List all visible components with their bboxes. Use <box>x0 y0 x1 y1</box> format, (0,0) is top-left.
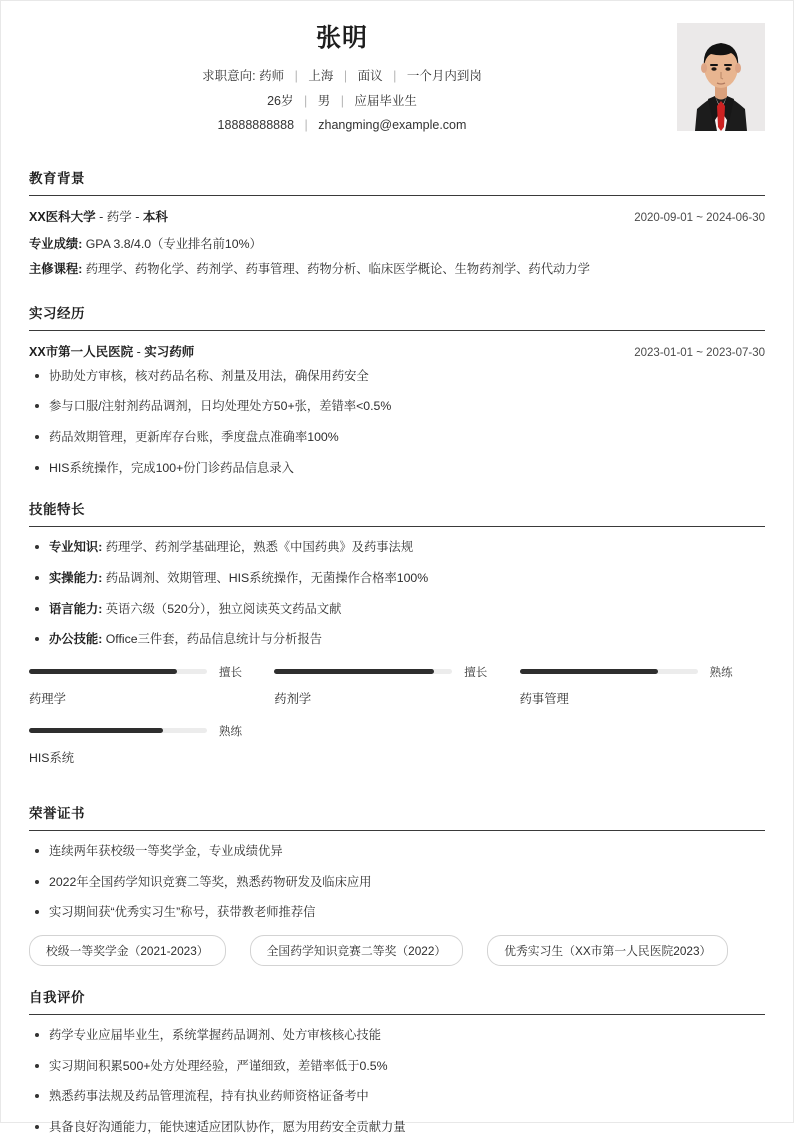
list-item: HIS系统操作，完成100+份门诊药品信息录入 <box>29 459 765 479</box>
section-title-internship: 实习经历 <box>29 302 765 331</box>
education-courses-value: 药理学、药物化学、药剂学、药事管理、药物分析、临床医学概论、生物药剂学、药代动力学 <box>85 261 590 276</box>
skill-bar-track <box>29 669 207 674</box>
section-body-internship <box>29 331 765 479</box>
summary-bullet-list <box>29 1026 765 1138</box>
list-item <box>29 630 765 650</box>
personal-status: 应届毕业生 <box>354 93 417 108</box>
section-body-summary <box>29 1015 765 1138</box>
list-item: 协助处方审核，核对药品名称、剂量及用法，确保用药安全 <box>29 367 765 387</box>
education-gpa-label: 专业成绩: <box>29 237 83 252</box>
education-gpa-value: GPA 3.8/4.0（专业排名前10%） <box>85 237 262 252</box>
separator-icon: | <box>343 69 348 84</box>
contact-line <box>29 113 655 137</box>
internship-company: XX市第一人民医院 <box>29 344 134 359</box>
skill-bar-fill <box>520 669 659 674</box>
skill-label: 专业知识: <box>49 540 103 555</box>
skill-bar-track <box>274 669 452 674</box>
contact-phone: 18888888888 <box>217 118 295 132</box>
header-text-block <box>29 23 765 137</box>
section-internship <box>29 302 765 479</box>
skill-bar-track <box>520 669 698 674</box>
portrait-illustration-icon <box>677 23 765 131</box>
job-intent-position: 药师 <box>259 69 285 84</box>
skill-bar-row <box>520 664 751 680</box>
resume-header <box>29 1 765 147</box>
skill-label: 语言能力: <box>49 601 103 616</box>
skill-bar-fill <box>29 669 177 674</box>
list-item <box>29 569 765 589</box>
honors-tag-group <box>29 935 765 966</box>
list-item: 具备良好沟通能力，能快速适应团队协作，愿为用药安全贡献力量 <box>29 1118 765 1138</box>
skill-bar-item <box>274 664 519 707</box>
honor-tag[interactable]: 优秀实习生（XX市第一人民医院2023） <box>487 935 728 966</box>
skill-bar-row <box>29 723 260 739</box>
education-date: 2020-09-01 ~ 2024-06-30 <box>634 212 765 225</box>
list-item: 连续两年获校级一等奖学金，专业成绩优异 <box>29 842 765 862</box>
section-education <box>29 167 765 281</box>
honor-tag[interactable]: 校级一等奖学金（2021-2023） <box>29 935 226 966</box>
personal-age: 26岁 <box>267 93 294 108</box>
education-major: 药学 <box>106 210 132 225</box>
separator-icon: | <box>393 69 397 84</box>
education-degree: 本科 <box>142 210 168 225</box>
job-intent-availability: 一个月内到岗 <box>406 69 482 84</box>
skill-bar-row <box>274 664 505 680</box>
internship-entry-head <box>29 342 765 360</box>
separator-icon: | <box>304 118 308 132</box>
internship-entry-title: XX市第一人民医院 - 实习药师 <box>29 344 195 359</box>
skill-bar-group <box>29 664 765 782</box>
skill-bar-name: HIS系统 <box>29 750 75 765</box>
section-honors <box>29 802 765 966</box>
section-title-honors: 荣誉证书 <box>29 802 765 831</box>
skill-bar-level: 熟练 <box>709 666 733 679</box>
section-title-skills: 技能特长 <box>29 498 765 527</box>
skill-bar-item <box>520 664 765 707</box>
section-title-summary: 自我评价 <box>29 986 765 1015</box>
separator-icon: | <box>294 69 298 84</box>
avatar <box>677 23 765 131</box>
contact-email: zhangming@example.com <box>318 118 467 132</box>
internship-role: 实习药师 <box>144 344 195 359</box>
internship-bullet-list <box>29 367 765 479</box>
education-gpa-line <box>29 232 765 257</box>
skill-label: 实操能力: <box>49 570 103 585</box>
education-entry-head <box>29 207 765 225</box>
skill-bar-level: 擅长 <box>219 666 242 679</box>
job-intent-city: 上海 <box>308 69 334 84</box>
skill-bar-name: 药理学 <box>29 691 66 706</box>
skill-bar-fill <box>274 669 434 674</box>
section-skills <box>29 498 765 782</box>
education-courses-line <box>29 257 765 282</box>
separator-icon: | <box>303 93 308 108</box>
section-body-education <box>29 196 765 281</box>
section-title-education: 教育背景 <box>29 167 765 196</box>
job-intent-label: 求职意向: <box>202 69 256 84</box>
personal-gender: 男 <box>317 93 331 108</box>
internship-date: 2023-01-01 ~ 2023-07-30 <box>634 346 765 359</box>
skill-bar-fill <box>29 728 163 733</box>
list-item: 药品效期管理，更新库存台账，季度盘点准确率100% <box>29 428 765 448</box>
honor-tag[interactable]: 全国药学知识竞赛二等奖（2022） <box>250 935 464 966</box>
list-item: 实习期间获“优秀实习生”称号，获带教老师推荐信 <box>29 903 765 923</box>
candidate-name: 张明 <box>315 24 368 52</box>
skill-label: 办公技能: <box>49 632 103 647</box>
skill-value: 药品调剂、效期管理、HIS系统操作，无菌操作合格率100% <box>105 570 429 585</box>
list-item: 实习期间积累500+处方处理经验，严谨细致，差错率低于0.5% <box>29 1057 765 1077</box>
section-body-honors <box>29 831 765 966</box>
separator-icon: | <box>340 93 344 108</box>
list-item <box>29 538 765 558</box>
honors-bullet-list <box>29 842 765 923</box>
skill-bar-item <box>29 664 274 707</box>
list-item: 熟悉药事法规及药品管理流程，持有执业药师资格证备考中 <box>29 1087 765 1107</box>
section-body-skills <box>29 527 765 782</box>
skill-bar-item <box>29 723 274 766</box>
skill-value: 英语六级（520分），独立阅读英文药品文献 <box>105 601 342 616</box>
skill-bar-name: 药剂学 <box>274 691 312 706</box>
skills-bullet-list <box>29 538 765 650</box>
education-courses-label: 主修课程: <box>29 261 83 276</box>
skill-bar-level: 熟练 <box>219 725 242 738</box>
education-entry-title: XX医科大学 - 药学 - 本科 <box>29 210 168 225</box>
skill-bar-track <box>29 728 207 733</box>
list-item: 2022年全国药学知识竞赛二等奖，熟悉药物研发及临床应用 <box>29 873 765 893</box>
skill-bar-row <box>29 664 260 680</box>
education-school: XX医科大学 <box>29 210 96 225</box>
section-summary <box>29 986 765 1138</box>
job-intent-line <box>29 64 655 88</box>
job-intent-salary: 面议 <box>357 69 383 84</box>
personal-info-line <box>29 89 655 113</box>
skill-bar-name: 药事管理 <box>519 691 569 706</box>
skill-value: 药理学、药剂学基础理论，熟悉《中国药典》及药事法规 <box>105 540 414 555</box>
list-item <box>29 600 765 620</box>
list-item: 参与口服/注射剂药品调剂，日均处理处方50+张，差错率<0.5% <box>29 397 765 417</box>
skill-bar-level: 擅长 <box>464 666 488 679</box>
list-item: 药学专业应届毕业生，系统掌握药品调剂、处方审核核心技能 <box>29 1026 765 1046</box>
skill-value: Office三件套，药品信息统计与分析报告 <box>105 632 323 647</box>
